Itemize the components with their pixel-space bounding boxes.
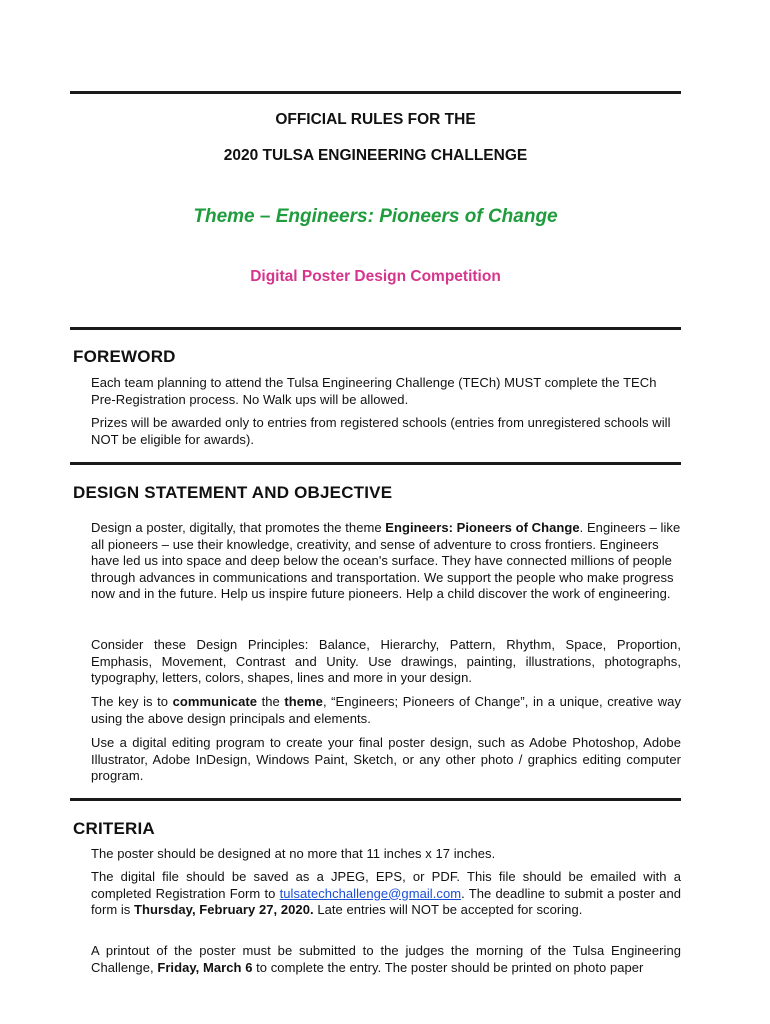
design-p1-text-a: Design a poster, digitally, that promotes the theme xyxy=(91,520,386,535)
theme-title: Theme – Engineers: Pioneers of Change xyxy=(193,206,558,227)
deadline-date: Thursday, February 27, 2020. xyxy=(134,902,314,918)
criteria-paragraph-2 xyxy=(91,869,681,919)
theme-bold: theme xyxy=(284,694,323,709)
criteria-paragraph-1: The poster should be designed at no more that 11 inches x 17 inches. xyxy=(91,846,496,861)
design-paragraph-3 xyxy=(91,694,681,727)
top-divider xyxy=(70,91,681,94)
communicate-bold: communicate xyxy=(172,694,258,709)
design-p3-text-c: , “Engineers; Pioneers of Change”, in a unique, creative way using the above design principals and elements. xyxy=(91,694,681,726)
title-line-1: OFFICIAL RULES FOR THE xyxy=(275,111,476,128)
email-link[interactable]: tulsatechchallenge@gmail.com xyxy=(279,885,462,901)
title-line-2: 2020 TULSA ENGINEERING CHALLENGE xyxy=(223,147,528,164)
foreword-paragraph-2: Prizes will be awarded only to entries from registered schools (entries from unregistered schools will NOT be eligible for awards). xyxy=(91,415,671,447)
design-theme-bold: Engineers: Pioneers of Change xyxy=(385,520,580,535)
competition-title: Digital Poster Design Competition xyxy=(250,268,501,285)
foreword-heading: FOREWORD xyxy=(73,347,176,366)
criteria-paragraph-3 xyxy=(91,943,681,976)
design-divider xyxy=(70,798,681,801)
design-p1-text-b: . Engineers – like all pioneers – use their knowledge, creativity, and sense of adventure to cross frontiers. Engineers have led us into space and deep below the ocean's surface. They have connected millions of people through advances in communications and transportation. We support the people who make progress now and in the future. Help us inspire future pioneers. Help a child discover the work of engineering. xyxy=(91,520,681,602)
challenge-date: Friday, March 6 xyxy=(157,959,253,975)
design-paragraph-1 xyxy=(91,520,681,603)
criteria-p3-text-b: to complete the entry. The poster should be printed on photo paper xyxy=(252,959,644,975)
criteria-p2-text-c: Late entries will NOT be accepted for scoring. xyxy=(313,902,583,918)
design-heading: DESIGN STATEMENT AND OBJECTIVE xyxy=(73,483,393,502)
design-paragraph-4: Use a digital editing program to create your final poster design, such as Adobe Photoshop, Adobe Illustrator, Adobe InDesign, Windows Paint, Sketch, or any other photo / graphics editing computer program. xyxy=(91,735,681,784)
foreword-divider xyxy=(70,462,681,465)
design-paragraph-2: Consider these Design Principles: Balance, Hierarchy, Pattern, Rhythm, Space, Proportion, Emphasis, Movement, Contrast and Unity. Use drawings, painting, illustrations, photographs, typography, letters, colors, shapes, lines and more in your design. xyxy=(91,637,681,686)
header-divider xyxy=(70,327,681,330)
criteria-p3-text-a: A printout of the poster must be submitted to the judges the morning of the Tulsa Engineering Challenge, xyxy=(91,943,681,975)
criteria-p2-text-a: The digital file should be saved as a JPEG, EPS, or PDF. This file should be emailed with a completed Registration Form to xyxy=(91,869,681,901)
criteria-heading: CRITERIA xyxy=(73,819,155,838)
design-p3-text-b: the xyxy=(257,694,285,709)
foreword-paragraph-1: Each team planning to attend the Tulsa Engineering Challenge (TECh) MUST complete the TECh Pre-Registration process. No Walk ups will be allowed. xyxy=(91,375,657,407)
criteria-p2-text-b: . The deadline to submit a poster and form is xyxy=(91,885,682,918)
design-p3-text-a: The key is to xyxy=(91,694,173,709)
